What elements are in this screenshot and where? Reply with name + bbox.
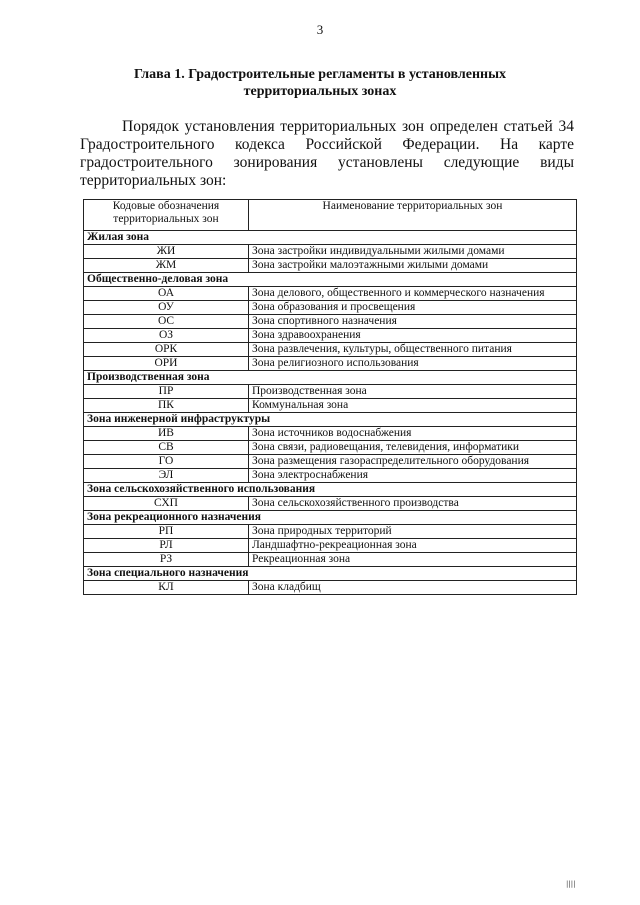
table-row	[84, 441, 577, 455]
zone-name: Зона делового, общественного и коммерческого назначения	[249, 287, 577, 301]
group-title: Зона рекреационного назначения	[84, 511, 577, 525]
zone-name: Зона застройки малоэтажными жилыми домами	[249, 259, 577, 273]
zone-name: Зона застройки индивидуальными жилыми домами	[249, 245, 577, 259]
table-row	[84, 357, 577, 371]
zone-name: Зона природных территорий	[249, 525, 577, 539]
zone-name: Зона электроснабжения	[249, 469, 577, 483]
group-row	[84, 413, 577, 427]
zone-name: Зона развлечения, культуры, общественного питания	[249, 343, 577, 357]
table-row	[84, 525, 577, 539]
zone-code: ПР	[84, 385, 249, 399]
zone-code: ИВ	[84, 427, 249, 441]
group-row	[84, 231, 577, 245]
zone-code: ГО	[84, 455, 249, 469]
zone-code: ОУ	[84, 301, 249, 315]
zone-code: СХП	[84, 497, 249, 511]
zone-code: ОС	[84, 315, 249, 329]
table-row	[84, 301, 577, 315]
zone-code: ОРИ	[84, 357, 249, 371]
table-header-row	[84, 200, 577, 231]
header-code: Кодовые обозначения территориальных зон	[84, 200, 249, 231]
table-row	[84, 245, 577, 259]
group-title: Жилая зона	[84, 231, 577, 245]
table-row	[84, 427, 577, 441]
zone-name: Зона религиозного использования	[249, 357, 577, 371]
table-row	[84, 287, 577, 301]
zone-code: КЛ	[84, 581, 249, 595]
group-row	[84, 371, 577, 385]
zone-name: Ландшафтно-рекреационная зона	[249, 539, 577, 553]
group-title: Зона специального назначения	[84, 567, 577, 581]
table-row	[84, 329, 577, 343]
page-number: 3	[316, 22, 324, 37]
group-title: Общественно-деловая зона	[84, 273, 577, 287]
zone-code: ПК	[84, 399, 249, 413]
zone-code: РП	[84, 525, 249, 539]
zone-code: СВ	[84, 441, 249, 455]
table-row	[84, 259, 577, 273]
footer-mark: ||||	[566, 880, 576, 888]
group-title: Зона сельскохозяйственного использования	[84, 483, 577, 497]
table-row	[84, 315, 577, 329]
zone-code: ЖИ	[84, 245, 249, 259]
zone-name: Зона связи, радиовещания, телевидения, информатики	[249, 441, 577, 455]
table-row	[84, 553, 577, 567]
group-row	[84, 511, 577, 525]
zone-code: ОА	[84, 287, 249, 301]
zone-name: Зона кладбищ	[249, 581, 577, 595]
group-row	[84, 483, 577, 497]
zone-code: ЖМ	[84, 259, 249, 273]
table-row	[84, 539, 577, 553]
group-row	[84, 273, 577, 287]
zone-name: Рекреационная зона	[249, 553, 577, 567]
group-title: Производственная зона	[84, 371, 577, 385]
zone-code: ОЗ	[84, 329, 249, 343]
group-row	[84, 567, 577, 581]
zone-code: РЛ	[84, 539, 249, 553]
zones-table	[83, 199, 577, 595]
zone-name: Зона образования и просвещения	[249, 301, 577, 315]
zone-name: Производственная зона	[249, 385, 577, 399]
zone-name: Зона сельскохозяйственного производства	[249, 497, 577, 511]
chapter-title: Глава 1. Градостроительные регламенты в установленных территориальных зонах	[133, 67, 507, 99]
zone-code: ЭЛ	[84, 469, 249, 483]
zone-name: Зона здравоохранения	[249, 329, 577, 343]
table-row	[84, 469, 577, 483]
zone-name: Зона источников водоснабжения	[249, 427, 577, 441]
zone-name: Зона спортивного назначения	[249, 315, 577, 329]
table-row	[84, 497, 577, 511]
table-row	[84, 343, 577, 357]
header-name: Наименование территориальных зон	[249, 200, 577, 231]
table-row	[84, 581, 577, 595]
table-row	[84, 399, 577, 413]
zone-name: Коммунальная зона	[249, 399, 577, 413]
intro-paragraph: Порядок установления территориальных зон определен статьей 34 Градостроительного кодекса Российской Федерации. На карте градостроительного зонирования установлены следующие виды территориальных зон:	[80, 118, 574, 189]
group-title: Зона инженерной инфраструктуры	[84, 413, 577, 427]
zone-name: Зона размещения газораспределительного оборудования	[249, 455, 577, 469]
zone-code: ОРК	[84, 343, 249, 357]
table-row	[84, 455, 577, 469]
table-row	[84, 385, 577, 399]
zone-code: РЗ	[84, 553, 249, 567]
